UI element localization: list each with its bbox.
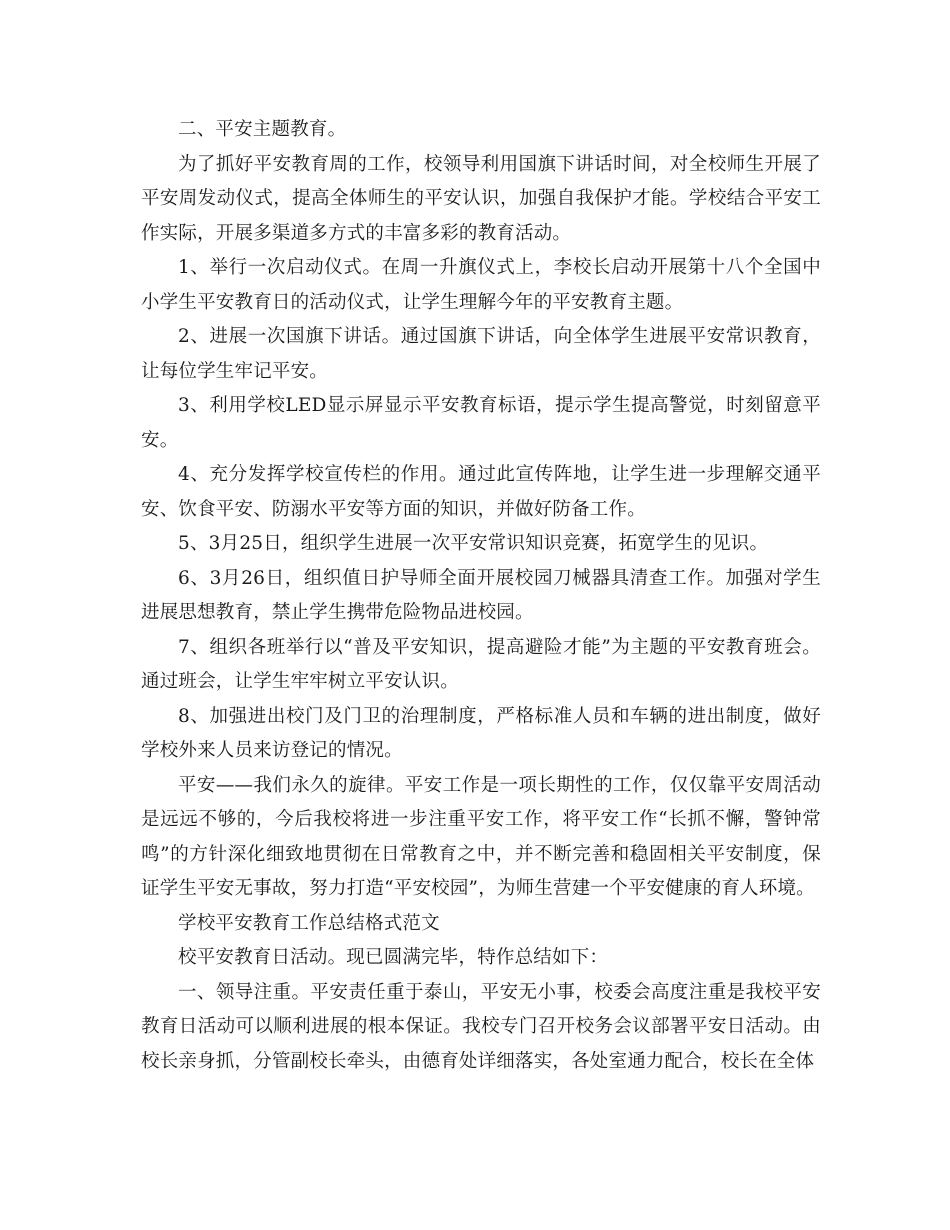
body-paragraph-conclusion: 平安——我们永久的旋律。平安工作是一项长期性的工作，仅仅靠平安周活动是远远不够的，今后我校将进一步注重平安工作，将平安工作“长抓不懈，警钟常鸣”的方针深化细致地贯彻在日常教育之中，并不断完善和稳固相关平安制度，保证学生平安无事故，努力打造“平安校园”，为师生营建一个平安健康的育人环境。 [141,774,821,899]
section-heading-safety-theme-education: 二、平安主题教育。 [178,119,347,140]
body-paragraph: 为了抓好平安教育周的工作，校领导利用国旗下讲话时间，对全校师生开展了平安周发动仪式，提高全体师生的平安认识，加强自我保护才能。学校结合平安工作实际，开展多渠道多方式的丰富多彩的教育活动。 [141,153,821,244]
document-subtitle: 学校平安教育工作总结格式范文 [178,912,440,934]
list-item-8: 8、加强进出校门及门卫的治理制度，严格标准人员和车辆的进出制度，做好学校外来人员来访登记的情况。 [141,705,821,761]
document-body [141,113,821,1079]
list-item-1: 1、举行一次启动仪式。在周一升旗仪式上，李校长启动开展第十八个全国中小学生平安教育日的活动仪式，让学生理解今年的平安教育主题。 [141,257,821,313]
body-paragraph-intro: 校平安教育日活动。现已圆满完毕，特作总结如下： [178,947,609,968]
list-item-5: 5、3月25日，组织学生进展一次平安常识知识竞赛，拓宽学生的见识。 [178,533,769,554]
list-item-3: 3、利用学校LED显示屏显示平安教育标语，提示学生提高警觉，时刻留意平安。 [141,395,821,451]
section-leadership-attention: 一、领导注重。平安责任重于泰山，平安无小事，校委会高度注重是我校平安教育日活动可以顺利进展的根本保证。我校专门召开校务会议部署平安日活动。由校长亲身抓，分管副校长牵头，由德育处详细落实，各处室通力配合，校长在全体 [141,981,821,1072]
list-item-7: 7、组织各班举行以“普及平安知识，提高避险才能”为主题的平安教育班会。通过班会，让学生牢牢树立平安认识。 [141,636,821,692]
list-item-4: 4、充分发挥学校宣传栏的作用。通过此宣传阵地，让学生进一步理解交通平安、饮食平安、防溺水平安等方面的知识，并做好防备工作。 [141,464,821,520]
list-item-6: 6、3月26日，组织值日护导师全面开展校园刀械器具清查工作。加强对学生进展思想教育，禁止学生携带危险物品进校园。 [141,567,821,623]
list-item-2: 2、进展一次国旗下讲话。通过国旗下讲话，向全体学生进展平安常识教育，让每位学生牢记平安。 [141,326,821,382]
